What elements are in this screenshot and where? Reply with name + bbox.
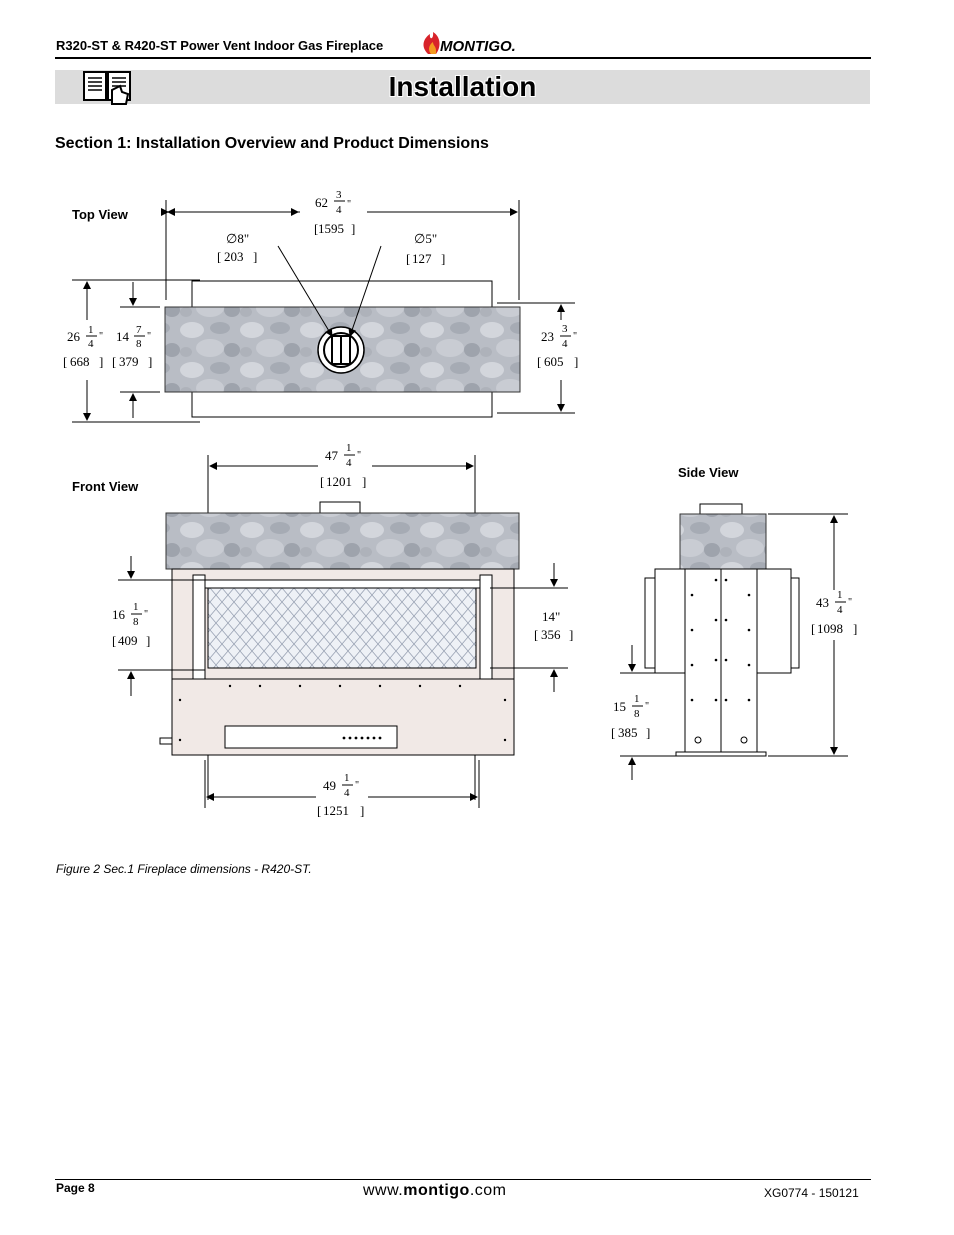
svg-text:23: 23 (541, 329, 554, 344)
dim-flue-5 (406, 231, 445, 266)
front-view-label: Front View (72, 479, 139, 494)
svg-text:]: ] (362, 474, 367, 489)
svg-text:": " (848, 597, 853, 608)
svg-text:1: 1 (344, 772, 350, 784)
svg-text:4: 4 (346, 457, 352, 469)
svg-text:668: 668 (70, 354, 90, 369)
front-view-drawing (118, 455, 568, 808)
svg-text:]: ] (574, 354, 579, 369)
svg-text:62: 62 (315, 195, 328, 210)
svg-text:]: ] (853, 621, 858, 636)
svg-text:409: 409 (118, 633, 138, 648)
dim-side-height (811, 589, 857, 636)
svg-text:": " (645, 701, 650, 712)
page-number: Page 8 (56, 1181, 95, 1195)
svg-text:385: 385 (618, 725, 638, 740)
svg-text:203: 203 (224, 249, 244, 264)
svg-text:49: 49 (323, 778, 336, 793)
svg-text:[: [ (63, 354, 68, 369)
svg-text:MONTIGO.: MONTIGO. (440, 38, 516, 55)
website-link[interactable]: www.montigo.com (363, 1182, 507, 1199)
svg-text:": " (355, 780, 360, 791)
svg-text:∅8": ∅8" (226, 231, 250, 246)
svg-text:]: ] (253, 249, 258, 264)
svg-text:379: 379 (119, 354, 139, 369)
svg-text:[: [ (611, 725, 616, 740)
svg-text:]: ] (360, 803, 365, 818)
dim-front-width-top (320, 442, 366, 489)
svg-text:4: 4 (837, 604, 843, 616)
svg-text:[: [ (406, 251, 411, 266)
svg-text:1201: 1201 (326, 474, 352, 489)
svg-text:[: [ (314, 221, 319, 236)
svg-text:4: 4 (336, 204, 342, 216)
svg-text:4: 4 (562, 338, 568, 350)
svg-text:": " (573, 331, 578, 342)
svg-text:∅5": ∅5" (414, 231, 438, 246)
svg-text:[: [ (317, 803, 322, 818)
dim-top-right-depth (537, 323, 578, 369)
side-view-label: Side View (678, 465, 739, 480)
dim-front-width-bottom (317, 772, 364, 818)
document-header-title: R320-ST & R420-ST Power Vent Indoor Gas Fireplace (56, 38, 384, 53)
dim-front-height-right (534, 609, 573, 642)
svg-text:16: 16 (112, 607, 125, 622)
svg-text:3: 3 (336, 189, 342, 201)
svg-text:[: [ (537, 354, 542, 369)
svg-text:8: 8 (133, 616, 139, 628)
svg-text:47: 47 (325, 448, 338, 463)
svg-text:3: 3 (562, 323, 568, 335)
svg-text:]: ] (99, 354, 104, 369)
svg-text:7: 7 (136, 324, 142, 336)
svg-text:14": 14" (542, 609, 561, 624)
svg-text:": " (147, 331, 152, 342)
svg-text:": " (144, 609, 149, 620)
svg-text:[: [ (217, 249, 222, 264)
svg-text:[: [ (320, 474, 325, 489)
svg-text:43: 43 (816, 595, 829, 610)
svg-text:": " (357, 450, 362, 461)
svg-text:26: 26 (67, 329, 80, 344)
dim-top-inner-depth (112, 324, 152, 369)
svg-text:1: 1 (133, 601, 139, 613)
banner-title: Installation (388, 71, 537, 102)
figure-caption: Figure 2 Sec.1 Fireplace dimensions - R420-ST. (56, 862, 312, 876)
svg-text:[: [ (112, 354, 117, 369)
svg-text:]: ] (148, 354, 153, 369)
svg-text:15: 15 (613, 699, 626, 714)
svg-text:1: 1 (634, 693, 640, 705)
top-view-label: Top View (72, 207, 128, 222)
svg-text:]: ] (569, 627, 574, 642)
svg-text:127: 127 (412, 251, 432, 266)
svg-text:8: 8 (634, 708, 640, 720)
footer-rule (55, 1179, 871, 1180)
svg-text:605: 605 (544, 354, 564, 369)
svg-text:": " (347, 199, 352, 210)
svg-text:[: [ (112, 633, 117, 648)
svg-text:]: ] (351, 221, 356, 236)
dim-flue-8 (217, 231, 257, 264)
svg-text:]: ] (646, 725, 651, 740)
svg-text:1: 1 (837, 589, 843, 601)
svg-text:": " (99, 331, 104, 342)
svg-text:]: ] (146, 633, 151, 648)
svg-text:4: 4 (344, 787, 350, 799)
svg-text:1595: 1595 (318, 221, 344, 236)
svg-text:4: 4 (88, 338, 94, 350)
svg-text:1098: 1098 (817, 621, 843, 636)
dim-front-height-left (112, 601, 150, 648)
document-code: XG0774 - 150121 (764, 1186, 859, 1200)
svg-text:[: [ (534, 627, 539, 642)
svg-text:1251: 1251 (323, 803, 349, 818)
dim-top-depth (63, 324, 103, 369)
dim-side-base (611, 693, 650, 740)
svg-text:[: [ (811, 621, 816, 636)
svg-text:356: 356 (541, 627, 561, 642)
svg-text:1: 1 (88, 324, 94, 336)
svg-text:]: ] (441, 251, 446, 266)
dim-top-width (314, 189, 355, 236)
side-view-drawing (620, 504, 848, 780)
svg-text:14: 14 (116, 329, 129, 344)
svg-text:8: 8 (136, 338, 142, 350)
svg-text:1: 1 (346, 442, 352, 454)
section-title: Section 1: Installation Overview and Product Dimensions (55, 135, 489, 152)
